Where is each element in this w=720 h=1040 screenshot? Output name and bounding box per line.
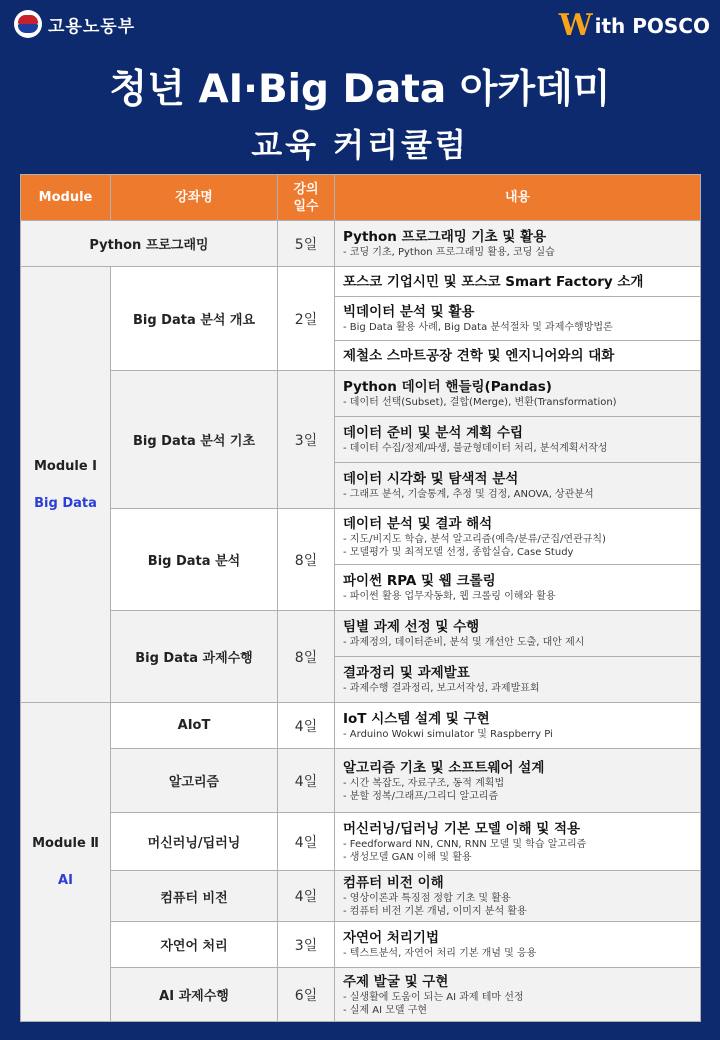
- table-row: [21, 922, 701, 968]
- curriculum-table-wrapper: [20, 174, 700, 1022]
- course-name: AI 과제수행: [111, 968, 278, 1022]
- module-label: Module Ⅱ: [32, 836, 99, 851]
- course-days: 5일: [278, 221, 335, 267]
- course-days: 3일: [278, 371, 335, 509]
- table-row: [21, 749, 701, 813]
- content-detail: - 실제 AI 모델 구현: [343, 1004, 428, 1016]
- content-title: 팀별 과제 선정 및 수행: [343, 619, 480, 635]
- content-detail: - 시간 복잡도, 자료구조, 동적 계획법: [343, 777, 505, 789]
- table-row: [21, 267, 701, 297]
- with-posco-logo-icon: [559, 8, 710, 43]
- posco-logo-w: W: [558, 8, 593, 43]
- content-title: IoT 시스템 설계 및 구현: [343, 711, 490, 727]
- content-title: 알고리즘 기초 및 소프트웨어 설계: [343, 759, 545, 776]
- content-cell: [335, 922, 701, 968]
- content-detail: - Feedforward NN, CNN, RNN 모델 및 학습 알고리즘: [343, 838, 587, 850]
- module-subject: Big Data: [34, 495, 97, 511]
- content-detail: - 모델평가 및 최적모델 선정, 종합실습, Case Study: [343, 546, 574, 558]
- content-detail: - 생성모델 GAN 이해 및 활용: [343, 851, 472, 863]
- content-detail: - Big Data 활용 사례, Big Data 분석절차 및 과제수행방법론: [343, 322, 613, 333]
- content-cell: [335, 813, 701, 871]
- taegeuk-emblem-icon: [14, 10, 42, 38]
- content-detail: - 컴퓨터 비전 기본 개념, 이미지 분석 활용: [343, 906, 527, 917]
- content-cell: [335, 703, 701, 749]
- content-detail: - 코딩 기초, Python 프로그래밍 활용, 코딩 실습: [343, 247, 555, 258]
- table-row: [21, 703, 701, 749]
- course-name: Big Data 분석 개요: [111, 267, 278, 371]
- content-cell: [335, 417, 701, 463]
- content-detail: - 그래프 분석, 기술통계, 추정 및 검정, ANOVA, 상관분석: [343, 489, 594, 500]
- content-detail: - 파이썬 활용 업무자동화, 웹 크롤링 이해와 활용: [343, 591, 556, 602]
- content-detail: - 실생활에 도움이 되는 AI 과제 테마 선정: [343, 991, 524, 1003]
- course-days: 4일: [278, 871, 335, 922]
- course-days: 3일: [278, 922, 335, 968]
- content-title: 컴퓨터 비전 이해: [343, 875, 444, 891]
- curriculum-table-body: [21, 175, 701, 1022]
- content-cell: [335, 463, 701, 509]
- course-name: 머신러닝/딥러닝: [111, 813, 278, 871]
- content-title: 주제 발굴 및 구현: [343, 973, 449, 990]
- table-row: [21, 968, 701, 1022]
- course-days: 6일: [278, 968, 335, 1022]
- content-cell: [335, 749, 701, 813]
- content-title: 데이터 준비 및 분석 계획 수립: [343, 425, 523, 441]
- header-module: Module: [21, 175, 111, 221]
- content-cell: [335, 297, 701, 341]
- content-title: 제철소 스마트공장 견학 및 엔지니어와의 대화: [343, 347, 615, 364]
- top-bar: [0, 0, 720, 50]
- header-content: 내용: [335, 175, 701, 221]
- content-cell: [335, 509, 701, 565]
- module-cell: [21, 703, 111, 1022]
- content-detail: - 영상이론과 특징점 정합 기초 및 활용: [343, 893, 511, 904]
- course-name: Big Data 분석 기초: [111, 371, 278, 509]
- course-name: 컴퓨터 비전: [111, 871, 278, 922]
- course-name: AIoT: [111, 703, 278, 749]
- content-title: 데이터 분석 및 결과 해석: [343, 515, 493, 532]
- module-label: Module Ⅰ: [33, 458, 98, 474]
- content-detail: - 지도/비지도 학습, 분석 알고리즘(예측/분류/군집/연관규칙): [343, 533, 606, 545]
- content-cell: [335, 611, 701, 657]
- content-title: 데이터 시각화 및 탐색적 분석: [343, 471, 519, 487]
- table-row: [21, 509, 701, 565]
- content-detail: - 분할 정복/그래프/그리디 알고리즘: [343, 790, 499, 802]
- header-days: 강의 일수: [278, 175, 335, 221]
- course-days: 2일: [278, 267, 335, 371]
- course-days: 8일: [278, 611, 335, 703]
- content-detail: - 과제수행 결과정리, 보고서작성, 과제발표회: [343, 683, 540, 694]
- course-name: Big Data 과제수행: [111, 611, 278, 703]
- module-subject: AI: [58, 873, 73, 888]
- content-title: 자연어 처리기법: [343, 930, 439, 946]
- content-title: 파이썬 RPA 및 웹 크롤링: [343, 573, 496, 589]
- content-cell: [335, 871, 701, 922]
- table-row: [21, 813, 701, 871]
- header-course: 강좌명: [111, 175, 278, 221]
- course-days: 8일: [278, 509, 335, 611]
- content-detail: - 텍스트분석, 자연어 처리 기본 개념 및 응용: [343, 948, 537, 959]
- table-header-row: [21, 175, 701, 221]
- content-detail: - 데이터 수집/정제/파생, 불균형데이터 처리, 분석계획서작성: [343, 443, 608, 454]
- table-row: [21, 611, 701, 657]
- content-cell: [335, 221, 701, 267]
- content-detail: - Arduino Wokwi simulator 및 Raspberry Pi: [343, 729, 553, 740]
- table-row: [21, 221, 701, 267]
- content-title: 머신러닝/딥러닝 기본 모델 이해 및 적용: [343, 820, 581, 837]
- content-detail: - 데이터 선택(Subset), 결합(Merge), 변환(Transformation): [343, 397, 617, 408]
- content-cell: [335, 341, 701, 371]
- posco-logo-text: ith POSCO: [594, 13, 710, 38]
- page-title: 청년 AI·Big Data 아카데미: [109, 67, 611, 112]
- course-days: 4일: [278, 703, 335, 749]
- page-subtitle: 교육 커리큘럼: [251, 126, 469, 164]
- ministry-name: 고용노동부: [48, 16, 136, 37]
- content-cell: [335, 968, 701, 1022]
- content-cell: [335, 371, 701, 417]
- course-days: 4일: [278, 749, 335, 813]
- course-name: 알고리즘: [111, 749, 278, 813]
- module-cell: [21, 267, 111, 703]
- course-days: 4일: [278, 813, 335, 871]
- content-cell: [335, 657, 701, 703]
- content-cell: [335, 267, 701, 297]
- course-name: Big Data 분석: [111, 509, 278, 611]
- content-cell: [335, 565, 701, 611]
- content-title: Python 프로그래밍 기초 및 활용: [343, 229, 547, 245]
- table-row: [21, 871, 701, 922]
- curriculum-table: [20, 174, 701, 1022]
- content-title: 포스코 기업시민 및 포스코 Smart Factory 소개: [343, 273, 644, 290]
- course-name: Python 프로그래밍: [21, 221, 278, 267]
- content-title: 빅데이터 분석 및 활용: [343, 304, 475, 320]
- content-title: Python 데이터 핸들링(Pandas): [343, 379, 552, 395]
- course-name: 자연어 처리: [111, 922, 278, 968]
- content-title: 결과정리 및 과제발표: [343, 665, 470, 681]
- content-detail: - 과제정의, 데이터준비, 분석 및 개선안 도출, 대안 제시: [343, 637, 585, 648]
- ministry-logo: [14, 10, 135, 38]
- table-row: [21, 371, 701, 417]
